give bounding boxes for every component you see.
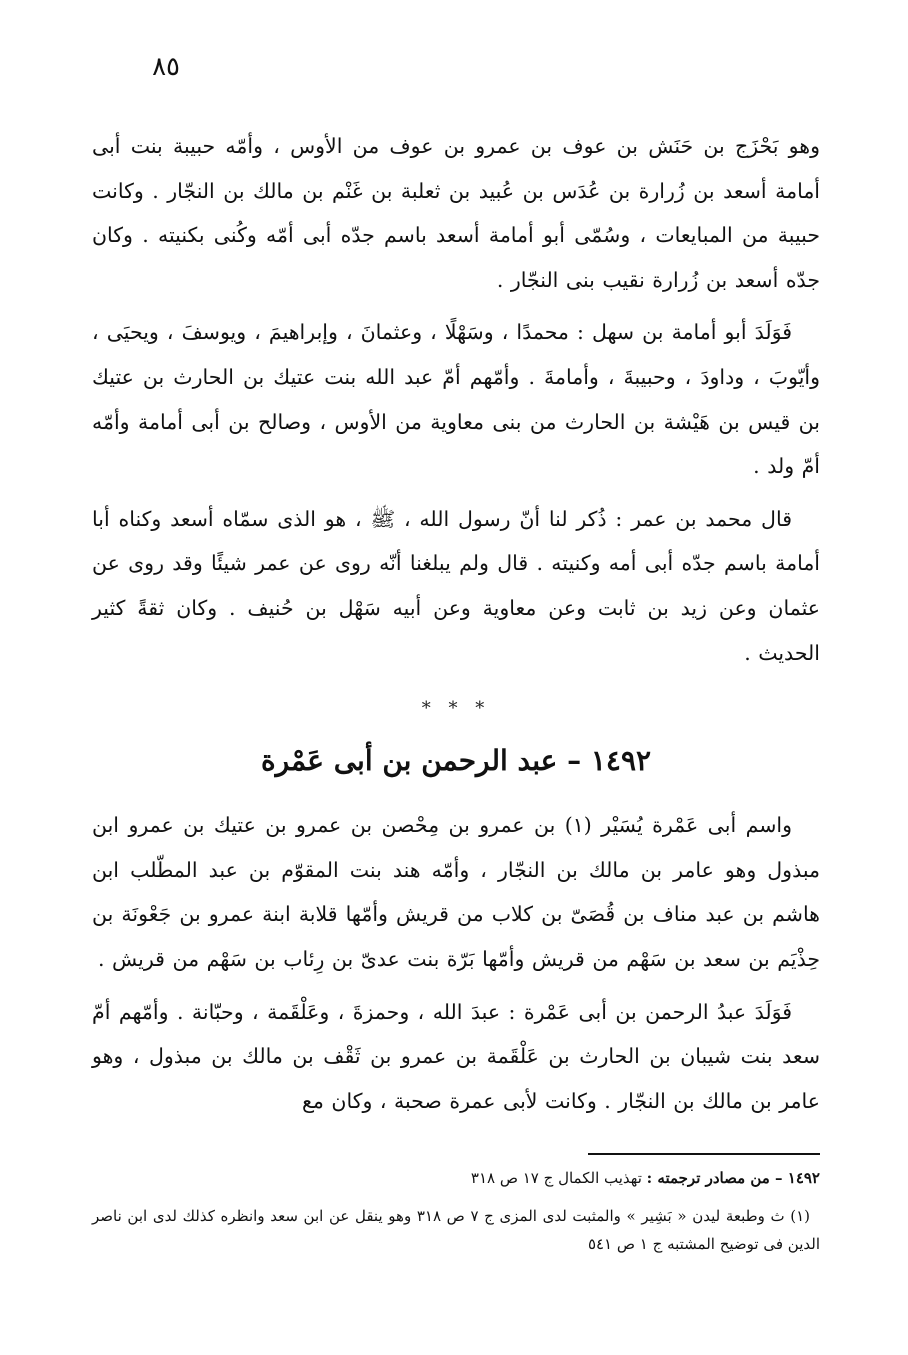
footnotes-block — [92, 1164, 820, 1258]
paragraph-entry-children: فَوَلَدَ عبدُ الرحمن بن أبى عَمْرة : عبدَ الله ، وحمزةَ ، وعَلْقَمة ، وحبّانة . وأمّهم أمّ سعد بنت شيبان بن الحارث بن عَلْقَمة بن عمرو بن ثَقْف بن مالك بن مبذول ، وهو عامر بن مالك بن النجّار . وكانت لأبى عمرة صحبة ، وكان مع — [92, 999, 820, 1113]
entry-heading: ١٤٩٢ – عبد الرحمن بن أبى عَمْرة — [260, 744, 652, 778]
paragraph-lineage-continued: وهو بَحْزَج بن حَنَش بن عوف بن عمرو بن عوف من الأوس ، وأمّه حبيبة بنت أبى أمامة أسعد بن زُرارة بن عُدَس بن عُبيد بن ثعلبة بن غَنْم بن مالك بن النجّار . وكانت حبيبة من المبايعات ، وسُمّى أبو أمامة أسعد باسم جدّه أبى أمّه وكُنى بكنيته . وكان جدّه أسعد بن زُرارة نقيب بنى النجّار . — [92, 134, 820, 292]
paragraph-entry-lineage: واسم أبى عَمْرة يُسَيْر (١) بن عمرو بن مِحْصن بن عمرو بن عتيك بن عمرو ابن مبذول وهو عامر بن مالك بن النجّار ، وأمّه هند بنت المقوّم بن عبد المطّلب ابن هاشم بن عبد مناف بن قُصَىّ بن كلاب من قريش وأمّها قلابة ابنة عمرو بن جَعْونَة بن حِذْيَم بن سعد بن سَهْم من قريش وأمّها بَرّة بنت عدىّ بن رِئاب بن سَهْم من قريش . — [92, 813, 821, 971]
paragraph-gap — [92, 982, 820, 990]
paragraph-gap — [92, 302, 820, 310]
footnote-sources — [92, 1164, 820, 1192]
footnote-divider — [588, 1153, 820, 1155]
main-text-block — [92, 124, 820, 1123]
paragraph-muhammad-ibn-umar-report: قال محمد بن عمر : ذُكر لنا أنّ رسول الله ، ﷺ ، هو الذى سمّاه أسعد وكناه أبا أمامة باسم جدّه أبى أمه وكنيته . قال ولم يبلغنا أنّه روى عن عمر شيئًا وقد روى عن عثمان وعن زيد بن ثابت وعن معاوية وعن أبيه سَهْل بن حُنيف . وكان ثقةً كثير الحديث . — [92, 506, 820, 665]
paragraph-gap — [92, 489, 820, 497]
footnote-sources-label: ١٤٩٢ – من مصادر ترجمته : — [646, 1169, 820, 1187]
paragraph-children-abu-umama: فَوَلَدَ أبو أمامة بن سهل : محمدًا ، وسَهْلًا ، وعثمانَ ، وإبراهيمَ ، ويوسفَ ، ويحيَى ، وأيّوبَ ، وداودَ ، وحبيبةَ ، وأمامةَ . وأمّهم أمّ عبد الله بنت عتيك بن الحارث بن عتيك بن قيس بن هَيْشة بن الحارث من بنى معاوية من الأوس ، وصالح بن أبى أمامة وأمّه أمّ ولد . — [92, 320, 820, 479]
footnote-note-1: (١) ث وطبعة ليدن « بَشِير » والمثبت لدى المزى ج ٧ ص ٣١٨ وهو ينقل عن ابن سعد وانظره كذلك لدى ابن ناصر الدين فى توضيح المشتبه ج ١ ص ٥٤١ — [92, 1207, 820, 1253]
footnote-sources-text: تهذيب الكمال ج ١٧ ص ٣١٨ — [470, 1169, 642, 1187]
page-number: ٨٥ — [152, 52, 180, 82]
section-separator-stars: * * * — [421, 698, 491, 720]
